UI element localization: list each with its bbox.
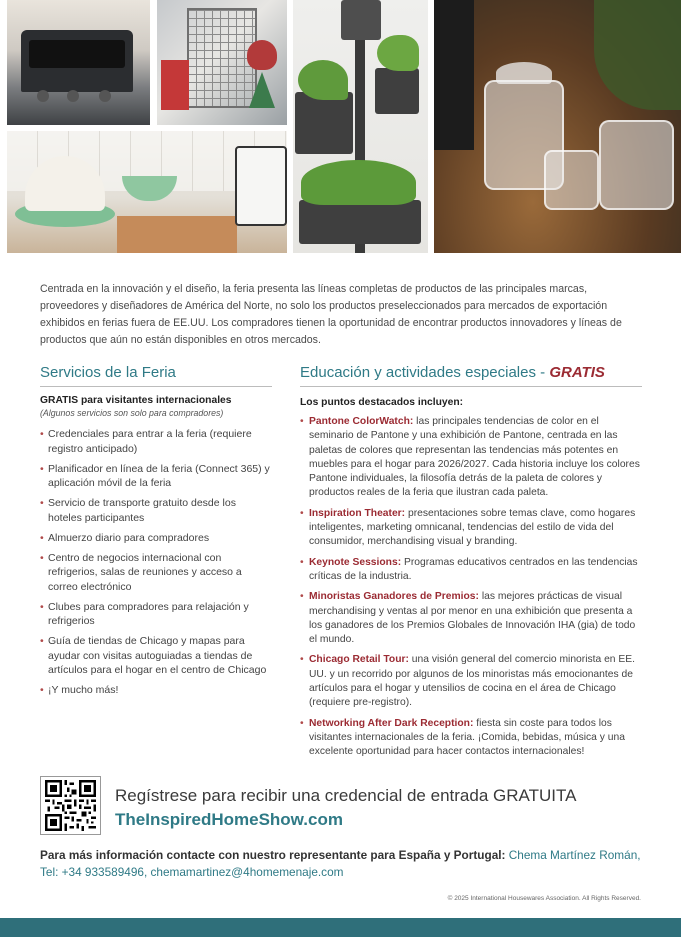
services-note: (Algunos servicios son solo para compradores) (40, 408, 224, 418)
education-divider (300, 386, 642, 387)
footer-bar (0, 918, 681, 937)
item-name: Keynote Sessions: (309, 556, 402, 568)
list-item: • Planificador en línea de la feria (Connect 365) y aplicación móvil de la feria (40, 462, 272, 491)
education-subtitle: Los puntos destacados incluyen: (300, 397, 464, 408)
education-list (300, 415, 642, 760)
photo-wall-planters (293, 0, 428, 253)
photo-baking-rack (157, 0, 287, 125)
item-text: las principales tendencias de color en el seminario de Pantone y una exhibición de Pantone, centrada en las paletas de colores que representan las tendencias más potentes en muebles para el hogar para 2026/2027. Cada historia incluye los colores Pantone individuales, la filosofía detrás de la paleta de colores y productos reales de la feria que ilustran cada paleta. (309, 416, 640, 499)
list-item (300, 653, 642, 710)
contact-phone-email[interactable]: Tel: +34 933589496, chemamartinez@4homemenaje.com (40, 865, 344, 879)
list-item: • Guía de tiendas de Chicago y mapas para ayudar con visitas autoguiadas a tiendas de artículos para el hogar en el centro de Chicago (40, 634, 272, 678)
list-item: • Servicio de transporte gratuito desde los hoteles participantes (40, 496, 272, 525)
list-item: • Centro de negocios internacional con refrigerios, salas de reuniones y acceso a correo electrónico (40, 551, 272, 595)
item-name: Minoristas Ganadores de Premios: (309, 591, 479, 603)
copyright: © 2025 International Housewares Association. All Rights Reserved. (447, 895, 641, 902)
services-subtitle: GRATIS para visitantes internacionales (40, 395, 232, 406)
list-item (300, 507, 642, 550)
item-name: Networking After Dark Reception: (309, 717, 474, 729)
services-list (40, 427, 272, 698)
education-title-text: Educación y actividades especiales - (300, 364, 550, 381)
item-text: Programas educativos centrados en las tendencias críticas de la industria. (309, 556, 638, 582)
list-item: • Clubes para compradores para relajación y refrigerios (40, 600, 272, 629)
list-item (300, 717, 642, 760)
list-item: • Almuerzo diario para compradores (40, 531, 272, 546)
item-name: Pantone ColorWatch: (309, 416, 414, 427)
photo-cake-kitchen (7, 131, 287, 253)
registration-title: Regístrese para recibir una credencial de entrada GRATUITA (115, 786, 577, 805)
item-text: una visión general del comercio minorista en EE. UU. y un recorrido por algunos de los minoristas más emocionantes de artículos para el hogar y utensilios de cocina en el área de Chicago (requiere pre-registro). (309, 654, 635, 709)
item-name: Chicago Retail Tour: (309, 654, 409, 666)
services-divider (40, 386, 272, 387)
registration-link[interactable]: TheInspiredHomeShow.com (115, 810, 343, 829)
contact-label: Para más información contacte con nuestro representante para España y Portugal: (40, 848, 509, 862)
item-text: fiesta sin coste para todos los visitantes internacionales de la feria. ¡Comida, bebidas, música y una excelente oportunidad para hacer contactos internacionales! (309, 717, 625, 758)
item-name: Inspiration Theater: (309, 507, 406, 519)
contact-info (40, 847, 660, 881)
list-item (300, 590, 642, 647)
item-text: presentaciones sobre temas clave, como hogares inteligentes, marketing omnicanal, tendencias del estilo de vida del consumidor, merchandising visual y branding. (309, 507, 636, 548)
item-text: las mejores prácticas de visual merchandising y ventas al por menor en una exhibición que presenta a los ganadores de los Premios Globales de Innovación IHA (gia) de todo el mundo. (309, 591, 636, 646)
list-item: • ¡Y mucho más! (40, 683, 272, 698)
services-title: Servicios de la Feria (40, 364, 176, 381)
qr-code[interactable] (40, 776, 101, 835)
list-item (300, 556, 642, 585)
intro-paragraph: Centrada en la innovación y el diseño, la feria presenta las líneas completas de productos de las principales marcas, proveedores y diseñadores de América del Norte, no solo los productos preseleccionados para mercados de exportación exhibidos en ferias fuera de EE.UU. Los compradores tienen la oportunidad de encontrar productos innovadores y líneas de productos que aún no están disponibles en otros mercados. (40, 283, 622, 346)
education-title-gratis: GRATIS (549, 364, 605, 381)
list-item (300, 415, 642, 501)
qr-code-icon (44, 780, 97, 831)
photo-pizza-oven (7, 0, 150, 125)
list-item: • Credenciales para entrar a la feria (requiere registro anticipado) (40, 427, 272, 456)
education-section (300, 364, 642, 766)
education-title (300, 364, 642, 381)
contact-name: Chema Martínez Román, (508, 848, 641, 862)
photo-glass-jars (434, 0, 681, 253)
services-section (40, 364, 272, 703)
